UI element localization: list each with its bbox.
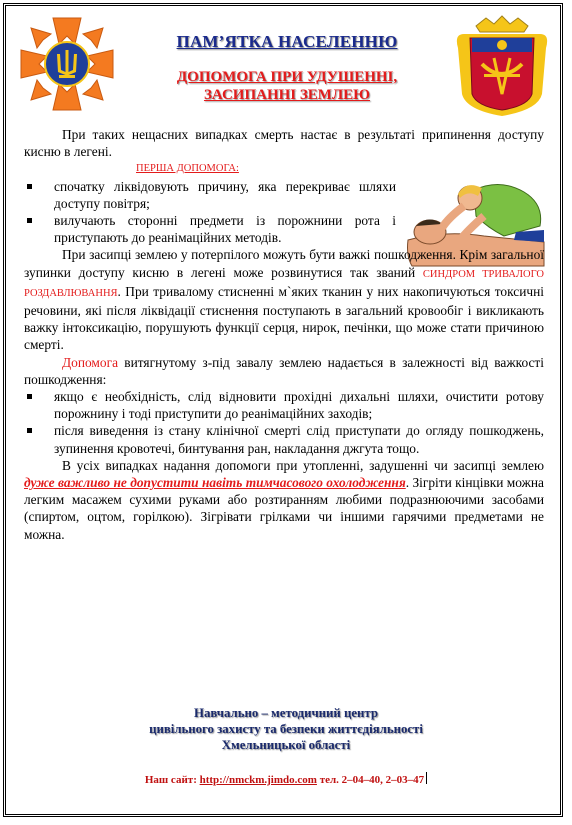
org-line: Навчально – методичний центр xyxy=(194,706,378,720)
subtitle-line: ЗАСИПАННІ ЗЕМЛЕЮ xyxy=(203,87,371,103)
site-label: Наш сайт: xyxy=(144,774,200,786)
organization-block xyxy=(60,705,512,753)
help-list xyxy=(24,388,544,457)
org-line: цивільного захисту та безпеки життєдіяльності xyxy=(149,722,423,736)
final-paragraph xyxy=(24,457,544,543)
contact-line xyxy=(40,772,532,786)
list-item: після виведення із стану клінічної смерті слід приступати до огляду пошкоджень, зупинення кровотечі, бинтування ран, накладання джгута тощо. xyxy=(24,422,544,456)
intro-paragraph: При таких нещасних випадках смерть настає в результаті припинення доступу кисню в легені. xyxy=(24,127,544,160)
list-item: спочатку ліквідовують причину, яка перекриває шляхи доступу повітря; xyxy=(24,178,396,212)
first-aid-list xyxy=(24,178,396,247)
text-cursor xyxy=(426,772,427,784)
burial-paragraph xyxy=(24,246,544,353)
site-link[interactable]: http://nmckm.jimdo.com xyxy=(199,774,317,786)
page-subtitle xyxy=(120,68,454,104)
page-title: ПАМ’ЯТКА НАСЕЛЕННЮ xyxy=(176,32,398,51)
civil-defence-emblem-icon xyxy=(17,14,117,114)
syndrome-term: СИНДРОМ ТРИВАЛОГО РОЗДАВЛЮВАННЯ xyxy=(24,268,544,299)
list-item: якщо є необхідність, слід відновити прохідні дихальні шляхи, очистити ротову порожнину і тоді приступити до реанімаційних заходів; xyxy=(24,388,544,422)
first-aid-label xyxy=(136,160,544,177)
first-aid-heading: ПЕРША ДОПОМОГА: xyxy=(136,163,239,175)
final-emphasis: дуже важливо не допустити навіть тимчасового охолодження xyxy=(24,475,406,491)
khmelnytskyi-coat-of-arms-icon xyxy=(454,14,550,118)
final-text: В усіх випадках надання допомоги при утопленні, задушенні чи засипці землею xyxy=(62,457,544,473)
list-item: вилучають сторонні предмети із порожнини рота і приступають до реанімаційних методів. xyxy=(24,212,396,246)
help-text: витягнутому з-під завалу землею надається в залежності від важкості пошкодження: xyxy=(24,354,544,387)
help-word: Допомога xyxy=(62,354,119,370)
subtitle-line: ДОПОМОГА ПРИ УДУШЕННІ, xyxy=(176,69,398,85)
phone-numbers: тел. 2–04–40, 2–03–47 xyxy=(316,774,425,786)
org-line: Хмельницької області xyxy=(221,738,351,752)
final-text: . Зігріти кінцівки можна легким масажем сухими руками або розтиранням любими подразнюючими засобами (спиртом, оцтом, горілкою). Зігрівати грілками чи іншими гарячими предметами не можна. xyxy=(24,475,544,542)
help-paragraph xyxy=(24,354,544,388)
burial-text: При засипці землею у потерпілого можуть бути важкі пошкодження. Крім загальної зупинки доступу кисню в легені може розвинутися так званий xyxy=(24,247,544,280)
document-body xyxy=(24,126,544,543)
burial-text: . При тривалому стисненні м`яких тканин у них накопичуються токсичні речовини, які після ліквідації стиснення поступають в загальний кровообіг і викликають важку інтоксикацію, порушують функції серця, нирок, печінки, що може стати причиною смерті. xyxy=(24,283,544,353)
